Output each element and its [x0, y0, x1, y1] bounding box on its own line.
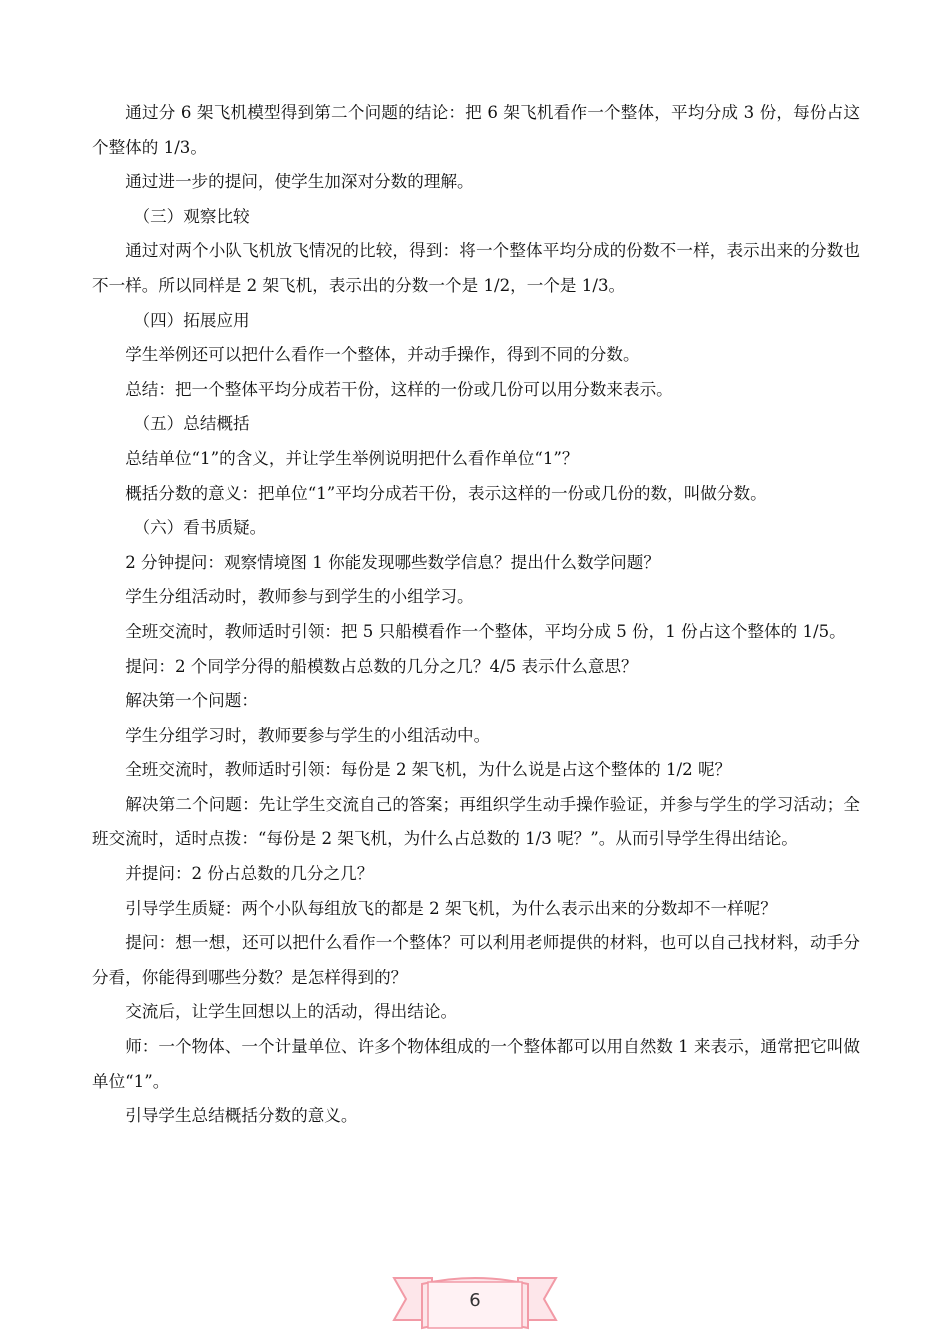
paragraph: 2 分钟提问：观察情境图 1 你能发现哪些数学信息？提出什么数学问题？: [125, 552, 660, 572]
paragraph: 引导学生质疑：两个小队每组放飞的都是 2 架飞机，为什么表示出来的分数却不一样呢？: [125, 898, 777, 918]
paragraph: 总结单位“1”的含义，并让学生举例说明把什么看作单位“1”？: [125, 448, 579, 468]
paragraph: 学生分组活动时，教师参与到学生的小组学习。: [125, 587, 474, 607]
section-heading: （六）看书质疑。: [133, 518, 267, 538]
page-footer: [0, 1270, 950, 1344]
section-heading: （五）总结概括: [133, 414, 250, 434]
paragraph: 引导学生总结概括分数的意义。: [125, 1106, 358, 1126]
paragraph: 总结：把一个整体平均分成若干份，这样的一份或几份可以用分数来表示。: [125, 379, 673, 399]
paragraph: 学生分组学习时，教师要参与学生的小组活动中。: [125, 725, 491, 745]
paragraph: 全班交流时，教师适时引领：把 5 只船模看作一个整体，平均分成 5 份，1 份占这个整体的 1/5。: [125, 621, 846, 641]
page-number: 6: [469, 1290, 481, 1311]
paragraph: 师：一个物体、一个计量单位、许多个物体组成的一个整体都可以用自然数 1 来表示，通常把它叫做单位“1”。: [92, 1037, 860, 1091]
paragraph: 通过进一步的提问，使学生加深对分数的理解。: [125, 172, 474, 192]
section-heading: （三）观察比较: [133, 206, 250, 226]
paragraph: 解决第二个问题：先让学生交流自己的答案；再组织学生动手操作验证，并参与学生的学习活动；全班交流时，适时点拨：“每份是 2 架飞机，为什么占总数的 1/3 呢？”。从而引导学生得出结论。: [92, 794, 860, 849]
paragraph: 通过对两个小队飞机放飞情况的比较，得到：将一个整体平均分成的份数不一样，表示出来的分数也不一样。所以同样是 2 架飞机，表示出的分数一个是 1/2，一个是 1/3。: [92, 241, 860, 295]
document-body: [92, 96, 860, 1134]
paragraph: 并提问：2 份占总数的几分之几？: [125, 864, 374, 884]
paragraph: 提问：想一想，还可以把什么看作一个整体？可以利用老师提供的材料，也可以自己找材料，动手分分看，你能得到哪些分数？是怎样得到的？: [92, 933, 860, 987]
paragraph: 学生举例还可以把什么看作一个整体，并动手操作，得到不同的分数。: [125, 345, 640, 365]
section-heading: （四）拓展应用: [133, 310, 250, 330]
paragraph: 解决第一个问题：: [125, 691, 258, 711]
paragraph: 提问：2 个同学分得的船模数占总数的几分之几？4/5 表示什么意思？: [125, 656, 638, 676]
paragraph: 通过分 6 架飞机模型得到第二个问题的结论：把 6 架飞机看作一个整体，平均分成 3 份，每份占这个整体的 1/3。: [92, 103, 860, 157]
paragraph: 交流后，让学生回想以上的活动，得出结论。: [125, 1002, 458, 1022]
paragraph: 全班交流时，教师适时引领：每份是 2 架飞机，为什么说是占这个整体的 1/2 呢？: [125, 760, 732, 780]
paragraph: 概括分数的意义：把单位“1”平均分成若干份，表示这样的一份或几份的数，叫做分数。: [125, 483, 767, 503]
